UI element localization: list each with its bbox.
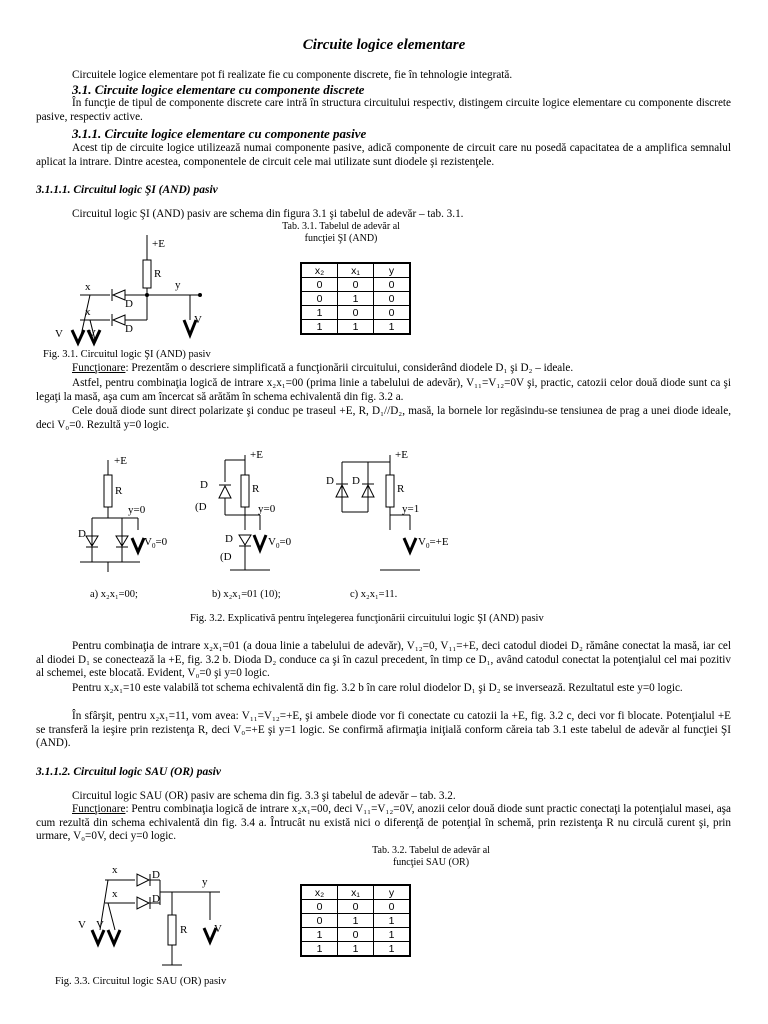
column-header: x₂ [301, 263, 338, 278]
or-functioning-paragraph [36, 803, 731, 844]
fig-3-2a-label: a) x₂x₁=00; [90, 589, 138, 600]
table-3-1-caption-line2: funcţiei ŞI (AND) [304, 233, 378, 244]
table-cell: 1 [338, 914, 374, 928]
v12-label: V [96, 919, 104, 931]
functioning-text: : Prezentăm o descriere simplificată a funcţionării circuitului, considerând diodele D₁ şi D₂ – ideale. [125, 362, 574, 374]
d-label: D [78, 528, 86, 540]
section-heading-or: 3.1.1.2. Circuitul logic SAU (OR) pasiv [36, 766, 221, 778]
table-cell: 1 [338, 320, 374, 335]
and-paragraph-3: Astfel, pentru combinaţia logică de intrare x₂x₁=00 (prima linie a tabelului de adevăr), V₁₁=V₁₂=0V şi, practic, catozii celor două diode sunt ca şi legaţi la masă, aşa cum am încercat să arătăm în schema echivalentă din fig. 3.2 a. [36, 377, 731, 403]
v0-label: $V_0=+E$ [418, 536, 449, 550]
table-3-1-caption [266, 221, 416, 245]
y0-label: y=0 [128, 504, 146, 516]
table-cell: 0 [338, 928, 374, 942]
table-cell: 0 [301, 900, 338, 914]
fig-3-2b-label: b) x₂x₁=01 (10); [212, 589, 281, 600]
truth-table-or [300, 884, 411, 957]
table-3-2-caption-line2: funcţiei SAU (OR) [392, 857, 470, 868]
section-3-1-1-paragraph: Acest tip de circuite logice utilizează numai componente pasive, adică componente de circuit care nu posedă capacitatea de a amplifica semnalul aplicat la intrare. Dintre acestea, componentele de circuit cele mai utilizate sunt diodele şi rezistenţele. [36, 142, 731, 168]
table-row [301, 292, 410, 306]
table-row [301, 278, 410, 292]
figure-3-3-caption: Fig. 3.3. Circuitul logic SAU (OR) pasiv [55, 976, 227, 987]
d2p-label: (D [195, 501, 207, 513]
d1-label: D [326, 475, 334, 487]
column-header: y [374, 263, 411, 278]
table-3-1-caption-line1: Tab. 3.1. Tabelul de adevăr al [282, 221, 400, 232]
intro-paragraph: Circuitele logice elementare pot fi realizate fie cu componente discrete, fie în tehnologie integrată. [72, 69, 513, 81]
table-3-2-caption [356, 845, 506, 869]
d2-label: D [225, 533, 233, 545]
d2-label: D [352, 475, 360, 487]
table-cell: 0 [374, 900, 411, 914]
and-paragraph-6: Pentru x₂x₁=10 este valabilă tot schema echivalentă din fig. 3.2 b în care rolul diodelor D₁ şi D₂ se inversează. Rezultatul este y=0 logic. [72, 682, 683, 694]
y0-label: y=0 [258, 503, 276, 515]
table-row [301, 928, 410, 942]
plus-e-label: +E [114, 455, 127, 467]
x1-label: x [85, 281, 91, 293]
v0-label: $V_0=0$ [268, 536, 292, 550]
table-cell: 0 [374, 292, 411, 306]
table-cell: 1 [301, 942, 338, 957]
table-3-2-caption-line1: Tab. 3.2. Tabelul de adevăr al [372, 845, 490, 856]
table-cell: 1 [374, 942, 411, 957]
section-heading-and: 3.1.1.1. Circuitul logic ŞI (AND) pasiv [36, 184, 218, 196]
functioning-label: Funcţionare [72, 803, 126, 815]
table-cell: 1 [338, 292, 374, 306]
y-label: y [202, 876, 208, 888]
table-header-row [301, 885, 410, 900]
table-header-row [301, 263, 410, 278]
and-intro-paragraph: Circuitul logic ŞI (AND) pasiv are schema din figura 3.1 şi tabelul de adevăr – tab. 3.1. [72, 208, 464, 220]
table-row [301, 320, 410, 335]
d1-label: D [200, 479, 208, 491]
column-header: x₂ [301, 885, 338, 900]
or-intro-paragraph: Circuitul logic SAU (OR) pasiv are schema din fig. 3.3 şi tabelul de adevăr – tab. 3.2. [72, 790, 456, 802]
table-cell: 0 [374, 306, 411, 320]
table-cell: 1 [301, 306, 338, 320]
fig-3-2c-label: c) x₂x₁=11. [350, 589, 398, 600]
d2-label: D [125, 323, 133, 335]
table-cell: 1 [338, 942, 374, 957]
section-heading-3-1: 3.1. Circuite logice elementare cu componente discrete [72, 82, 365, 97]
table-cell: 0 [301, 292, 338, 306]
table-cell: 1 [374, 928, 411, 942]
table-cell: 0 [338, 306, 374, 320]
section-heading-3-1-1: 3.1.1. Circuite logice elementare cu componente pasive [72, 126, 367, 141]
v0-label: V [214, 923, 222, 935]
figure-3-1-and-circuit [50, 225, 250, 355]
y-label: y [175, 279, 181, 291]
v0-label: V [194, 314, 202, 326]
r-label: R [180, 924, 188, 936]
d2-label: D [152, 893, 160, 905]
plus-e-label: +E [152, 238, 165, 250]
section-3-1-paragraph: În funcţie de tipul de componente discrete care intră în structura circuitului respectiv, distingem circuite logice elementare cu componente discrete pasive, respectiv active. [36, 97, 731, 123]
x2-label: x [85, 306, 91, 318]
figure-3-2a-circuit [70, 450, 190, 600]
table-cell: 0 [301, 914, 338, 928]
truth-table-and [300, 262, 411, 335]
and-functioning-paragraph [36, 362, 731, 376]
and-paragraph-4: Cele două diode sunt direct polarizate şi conduc pe traseul +E, R, D₁//D₂, masă, la bornele lor regăsindu-se tensiunea de prag a unei diode ideale, deci V₀=0. Rezultă y=0 logic. [36, 405, 731, 431]
column-header: x₁ [338, 885, 374, 900]
table-row [301, 306, 410, 320]
figure-3-2c-circuit [320, 440, 450, 590]
plus-e-label: +E [250, 449, 263, 461]
table-cell: 0 [374, 278, 411, 292]
y1-label: y=1 [402, 503, 420, 515]
v0-label: $V_0=0$ [144, 536, 168, 550]
table-cell: 1 [301, 928, 338, 942]
functioning-label: Funcţionare [72, 362, 126, 374]
v11-label: V [55, 328, 63, 340]
r-label: R [154, 268, 162, 280]
table-row [301, 942, 410, 957]
functioning-text: : Pentru combinaţia logică de intrare x₂x₁=00, deci V₁₁=V₁₂=0V, anozii celor două diode sunt practic conectaţi la potenţialul masei, aşa cum rezultă din schema echivalentă din fig. 3.4 a. Întrucât nu există nici o diferenţă de potenţial în schemă, prin rezistenţa R nu circulă curent şi, prin urmare, V₀=0V, deci y=0 logic. [36, 803, 731, 842]
figure-3-3-or-circuit [70, 860, 270, 980]
table-row [301, 914, 410, 928]
figure-3-2-caption: Fig. 3.2. Explicativă pentru înţelegerea funcţionării circuitului logic ŞI (AND) pasiv [190, 613, 544, 624]
table-cell: 0 [301, 278, 338, 292]
d1-label: D [125, 298, 133, 310]
table-cell: 0 [338, 278, 374, 292]
table-row [301, 900, 410, 914]
column-header: y [374, 885, 411, 900]
x2-label: x [112, 888, 118, 900]
r-label: R [252, 483, 260, 495]
plus-e-label: +E [395, 449, 408, 461]
figure-3-1-caption: Fig. 3.1. Circuitul logic ŞI (AND) pasiv [43, 349, 211, 360]
r-label: R [115, 485, 123, 497]
table-cell: 1 [301, 320, 338, 335]
table-cell: 1 [374, 320, 411, 335]
table-cell: 1 [374, 914, 411, 928]
v12-label: V [88, 328, 96, 340]
x1-label: x [112, 864, 118, 876]
table-cell: 0 [338, 900, 374, 914]
and-paragraph-5: Pentru combinaţia de intrare x₂x₁=01 (a doua linie a tabelului de adevăr), V₁₂=0, V₁₁=+E, deci catodul diodei D₂ rămâne conectat la masă, iar cel al diodei D₁ se conectează la +E, fig. 3.2 b. Dioda D₂ conduce ca şi în cazul precedent, în timp ce D₁, având catodul conectat la potenţialul cel mai pozitiv al schemei, este blocată. Evident, V₀=0 şi y=0 logic. [36, 640, 731, 679]
page-title: Circuite logice elementare [302, 37, 466, 53]
column-header: x₁ [338, 263, 374, 278]
r-label: R [397, 483, 405, 495]
and-paragraph-7: În sfârşit, pentru x₂x₁=11, vom avea: V₁₁=V₁₂=+E, şi ambele diode vor fi conectate cu catozii la +E, fig. 3.2 c, deci vor fi blocate. Potenţialul +E se transferă la ieşire prin rezistenţa R, deci V₀=+E şi y=1 logic. Se confirmă afirmaţia iniţială conform căreia tab 3.1 este tabelul de adevăr al funcţiei ŞI (AND). [36, 710, 731, 749]
d1p-label: (D [220, 551, 232, 563]
v11-label: V [78, 919, 86, 931]
d1-label: D [152, 869, 160, 881]
figure-3-2b-circuit [190, 440, 320, 590]
